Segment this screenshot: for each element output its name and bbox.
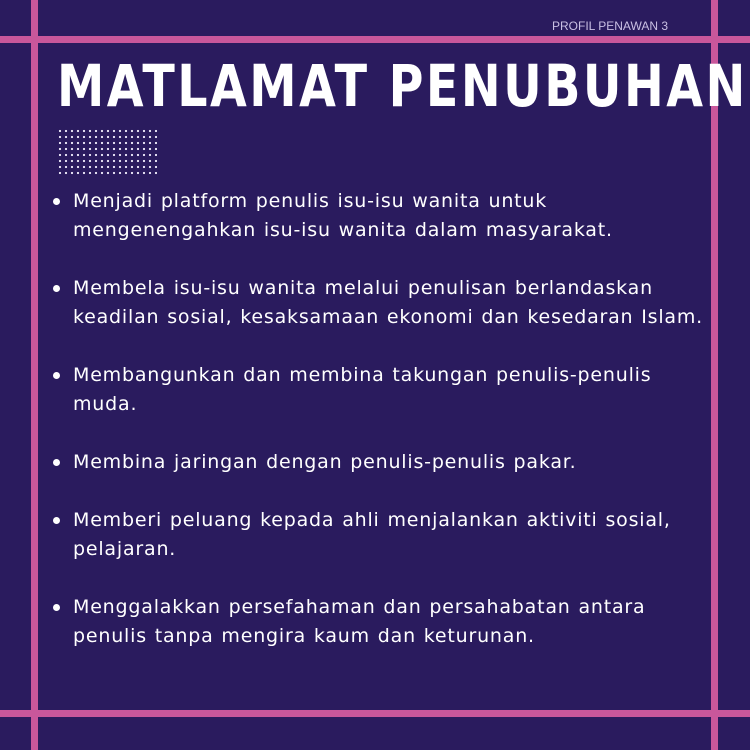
frame-line-left: [31, 0, 38, 750]
frame-line-bottom: [0, 710, 750, 717]
list-item: [73, 274, 713, 332]
list-item: [73, 448, 713, 477]
bullet-icon: [53, 604, 60, 611]
list-item-text: Memberi peluang kepada ahli menjalankan aktiviti sosial, pelajaran.: [73, 509, 671, 560]
bullet-icon: [53, 372, 60, 379]
list-item: [73, 361, 713, 419]
list-item-text: Menjadi platform penulis isu-isu wanita untuk mengenengahkan isu-isu wanita dalam masyarakat.: [73, 190, 613, 241]
header-kicker: PROFIL PENAWAN 3: [552, 19, 669, 33]
decorative-dot-grid: [57, 128, 157, 176]
goals-list: [73, 187, 713, 651]
list-item-text: Membina jaringan dengan penulis-penulis pakar.: [73, 451, 577, 473]
list-item: [73, 506, 713, 564]
bullet-icon: [53, 459, 60, 466]
bullet-icon: [53, 285, 60, 292]
page-title: MATLAMAT PENUBUHAN: [57, 52, 748, 120]
bullet-icon: [53, 198, 60, 205]
list-item-text: Membela isu-isu wanita melalui penulisan berlandaskan keadilan sosial, kesaksamaan ekonomi dan kesedaran Islam.: [73, 277, 704, 328]
frame-line-top: [0, 36, 750, 43]
list-item-text: Menggalakkan persefahaman dan persahabatan antara penulis tanpa mengira kaum dan keturunan.: [73, 596, 646, 647]
bullet-icon: [53, 517, 60, 524]
list-item: [73, 187, 713, 245]
list-item-text: Membangunkan dan membina takungan penulis-penulis muda.: [73, 364, 652, 415]
list-item: [73, 593, 713, 651]
